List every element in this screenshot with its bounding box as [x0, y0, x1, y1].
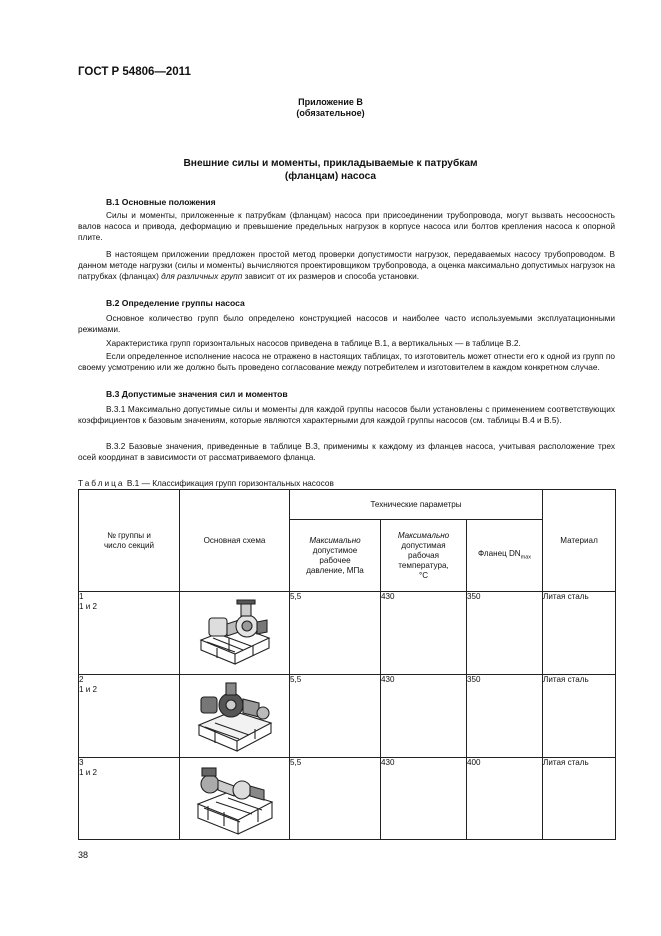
cell-pressure: 5,5 — [290, 675, 381, 758]
header-temperature — [381, 520, 467, 592]
cell-temperature: 430 — [381, 592, 467, 675]
section-count: 1 и 2 — [79, 602, 98, 611]
header-technical-params: Технические параметры — [290, 490, 543, 520]
header-group-line2: число секций — [103, 540, 155, 550]
group-number: 2 — [79, 675, 84, 684]
group-number: 1 — [79, 592, 84, 601]
header-group-line1: № группы и — [107, 530, 151, 540]
annex-title-line2: (фланцам) насоса — [284, 171, 377, 182]
table-caption-prefix: Таблица — [78, 478, 125, 488]
cell-flange: 350 — [467, 675, 543, 758]
header-pressure-italic: Максимально — [309, 535, 361, 545]
table-row — [79, 592, 616, 675]
header-scheme: Основная схема — [180, 490, 290, 592]
header-flange — [467, 520, 543, 592]
cell-pressure: 5,5 — [290, 592, 381, 675]
b1-p2-text-italic: для различных групп — [161, 270, 243, 281]
cell-scheme — [180, 592, 290, 675]
cell-group — [79, 592, 180, 675]
classification-table — [78, 489, 616, 840]
cell-pressure: 5,5 — [290, 758, 381, 840]
cell-material: Литая сталь — [543, 758, 616, 840]
table-row — [79, 758, 616, 840]
header-pressure-text: допустимое рабочее давление, МПа — [306, 545, 364, 575]
annex-name: Приложение В — [298, 97, 363, 107]
pump-scheme-group-1-image — [195, 594, 275, 670]
header-material: Материал — [543, 490, 616, 592]
section-b2-paragraph-1: Основное количество групп было определено конструкцией насосов и наиболее часто используемыми эксплуатационными режимами. — [78, 313, 615, 334]
pump-scheme-group-3-image — [194, 760, 276, 836]
cell-group — [79, 758, 180, 840]
header-temperature-italic: Максимально — [397, 530, 450, 540]
cell-material: Литая сталь — [543, 592, 616, 675]
annex-title-line1: Внешние силы и моменты, прикладываемые к патрубкам — [183, 158, 478, 169]
section-b1-paragraph-2 — [78, 249, 615, 282]
annex-status: (обязательное) — [296, 108, 365, 118]
header-temperature-text: допустимая рабочая температура, °С — [398, 540, 449, 580]
page-number: 38 — [78, 850, 89, 860]
cell-scheme — [180, 675, 290, 758]
section-count: 1 и 2 — [79, 685, 98, 694]
cell-scheme — [180, 758, 290, 840]
b1-p2-text-a: В настоящем приложении предложен простой метод проверки допустимости нагрузок, передаваемых насосу трубопроводом. В данном методе нагрузки (силы и моменты) вычисляются проектировщиком трубопровода, а оценка максимально допустимых нагрузок на патрубках (фланцах) — [78, 249, 615, 281]
header-flange-text: Фланец DN — [477, 548, 521, 558]
group-number: 3 — [79, 758, 84, 767]
header-pressure — [290, 520, 381, 592]
header-flange-subscript: max — [520, 554, 532, 561]
section-b3-paragraph-1: В.3.1 Максимально допустимые силы и моменты для каждой группы насосов были установлены с применением соответствующих коэффициентов к базовым значениям, которые являются характерными для каждой группы насосов (см. таблицы В.4 и В.5). — [78, 404, 615, 425]
header-group — [79, 490, 180, 592]
section-b3-heading: В.3 Допустимые значения сил и моментов — [106, 389, 288, 399]
section-count: 1 и 2 — [79, 768, 98, 777]
table-row — [79, 675, 616, 758]
pump-scheme-group-2-image — [195, 677, 275, 753]
cell-temperature: 430 — [381, 675, 467, 758]
section-b2-heading: В.2 Определение группы насоса — [106, 298, 245, 308]
cell-material: Литая сталь — [543, 675, 616, 758]
section-b2-paragraph-2: Характеристика групп горизонтальных насосов приведена в таблице В.1, а вертикальных — в таблице В.2. — [106, 338, 521, 348]
section-b3-paragraph-2: В.3.2 Базовые значения, приведенные в таблице В.3, применимы к каждому из фланцев насоса, учитывая расположение трех осей координат в зависимости от рассматриваемого фланца. — [78, 441, 615, 462]
table-caption — [78, 478, 334, 488]
cell-flange: 400 — [467, 758, 543, 840]
section-b1-heading: В.1 Основные положения — [106, 197, 216, 207]
section-b1-paragraph-1: Силы и моменты, приложенные к патрубкам (фланцам) насоса при присоединении трубопровода, могут вызвать несоосность валов насоса и привода, деформацию и превышение предельных нагрузок в корпусе насоса или болтов крепления насоса к опорной плите. — [78, 210, 615, 242]
section-b2-paragraph-3: Если определенное исполнение насоса не отражено в настоящих таблицах, то изготовитель может отнести его к одной из групп по своему усмотрению или же должно быть проведено согласование между потребителем и изготовителем в каждом конкретном случае. — [78, 351, 615, 372]
b1-p2-text-b: зависит от их размеров и способа установки. — [242, 270, 420, 281]
document-code: ГОСТ Р 54806—2011 — [78, 66, 191, 78]
table-caption-text: В.1 — Классификация групп горизонтальных насосов — [126, 478, 334, 488]
cell-group — [79, 675, 180, 758]
cell-temperature: 430 — [381, 758, 467, 840]
cell-flange: 350 — [467, 592, 543, 675]
